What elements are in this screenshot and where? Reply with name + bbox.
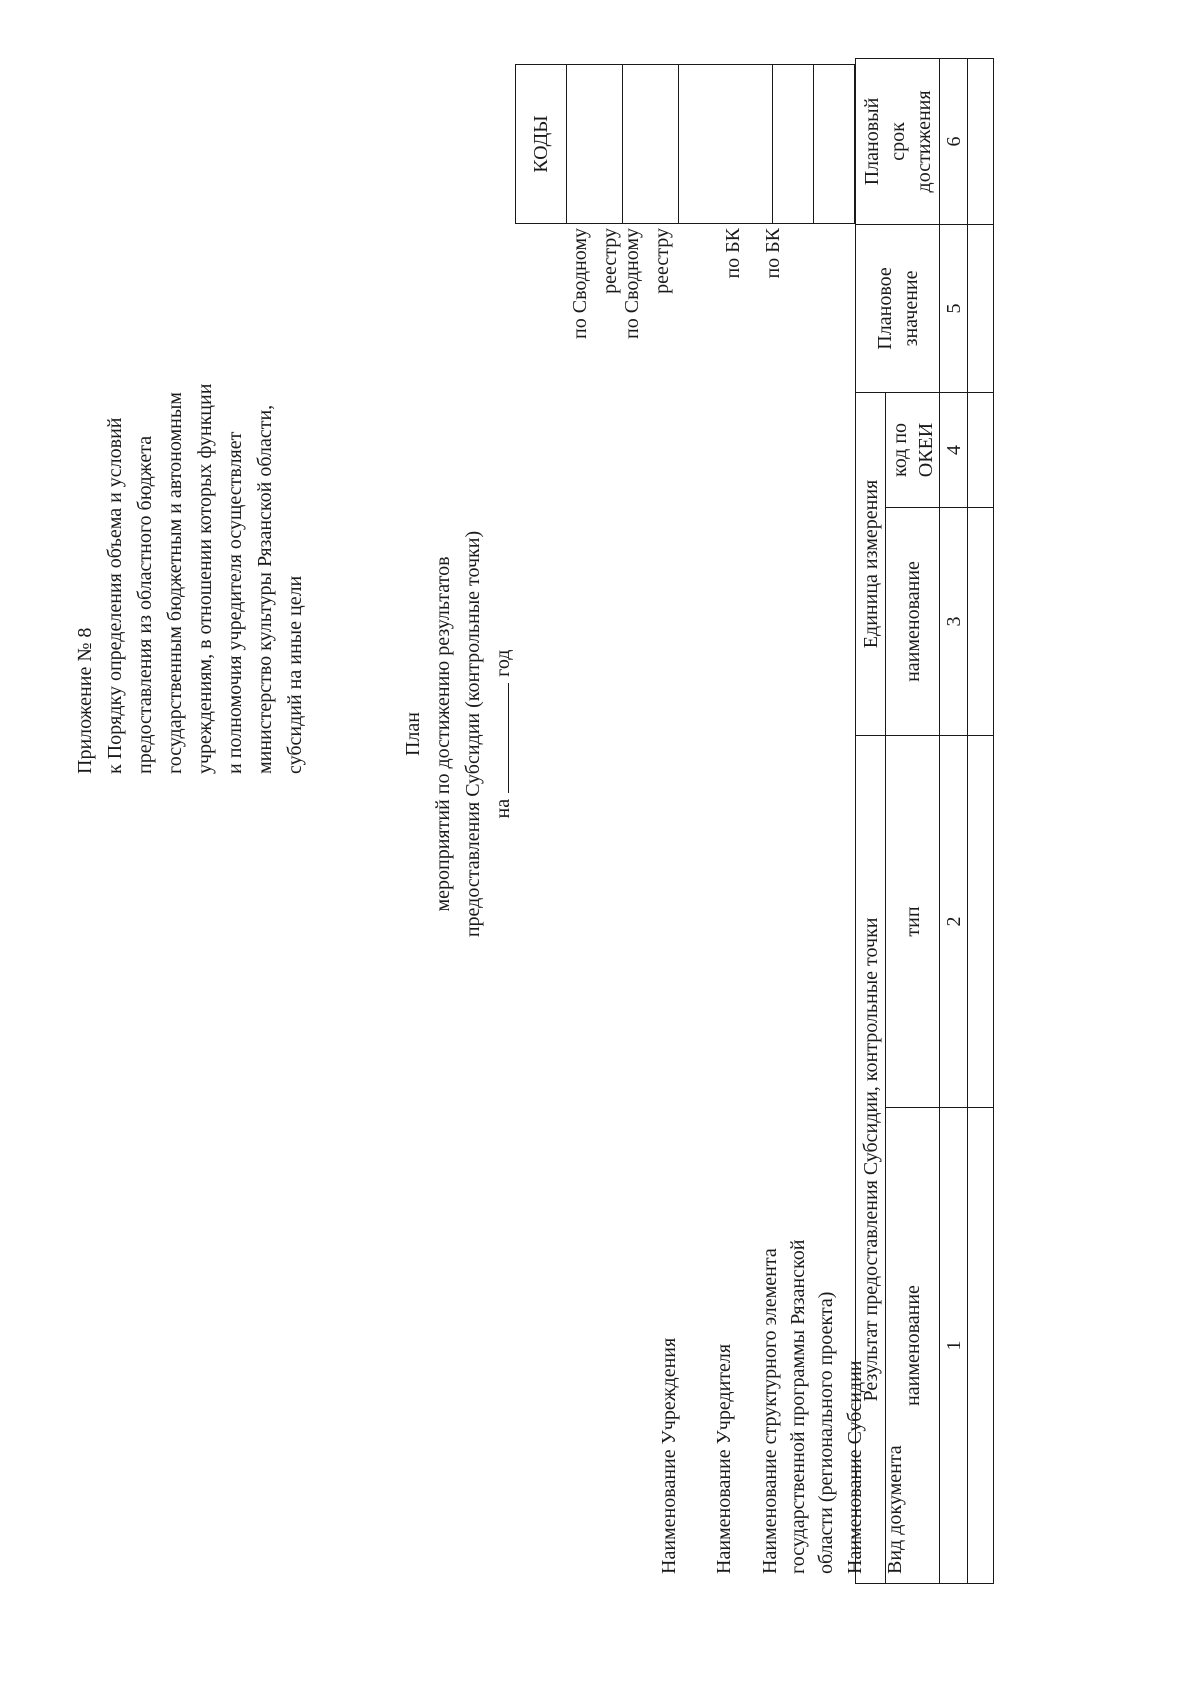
header-text: Плановое xyxy=(873,267,896,350)
codes-table xyxy=(515,64,855,224)
appendix-line: к Порядку определения объема и условий xyxy=(104,417,126,774)
title-line: предоставления Субсидии (контрольные точки) xyxy=(462,530,484,938)
code-cell xyxy=(773,65,814,224)
header-unit-name: наименование xyxy=(886,507,940,735)
table-cell xyxy=(968,392,994,507)
column-number: 3 xyxy=(940,507,968,735)
table-cell xyxy=(968,735,994,1107)
codes-header: КОДЫ xyxy=(516,65,567,224)
table-cell xyxy=(968,507,994,735)
code-cell xyxy=(814,65,855,224)
header-text: достижения xyxy=(912,90,935,193)
column-number: 2 xyxy=(940,735,968,1107)
field-doc-type: Вид документа xyxy=(884,1445,906,1574)
title-prefix: на xyxy=(492,798,514,819)
table-cell xyxy=(968,224,994,392)
field-institution: Наименование Учреждения xyxy=(658,1337,680,1574)
appendix-header xyxy=(70,54,310,774)
appendix-line: Приложение № 8 xyxy=(74,627,96,774)
codes-label-text: реестру xyxy=(651,228,673,294)
code-cell xyxy=(567,65,623,224)
appendix-line: субсидий на иные цели xyxy=(284,575,306,774)
column-number: 1 xyxy=(940,1108,968,1584)
codes-label-text: реестру xyxy=(599,228,621,294)
header-okei xyxy=(886,392,940,507)
year-blank xyxy=(488,683,509,793)
column-number: 5 xyxy=(940,224,968,392)
field-subsidy: Наименование Субсидии xyxy=(844,1360,866,1574)
appendix-line: учреждениям, в отношении которых функции xyxy=(194,383,216,774)
field-structural-element xyxy=(756,1240,840,1574)
header-group-unit: Единица измерения xyxy=(856,392,886,735)
column-number: 4 xyxy=(940,392,968,507)
table-cell xyxy=(968,1108,994,1584)
appendix-line: государственным бюджетным и автономным xyxy=(164,392,186,774)
codes-label-text: по Сводному xyxy=(621,228,643,339)
header-group-result: Результат предоставления Субсидии, контрольные точки xyxy=(856,735,886,1583)
field-structural-line: государственной программы Рязанской xyxy=(787,1239,809,1574)
title-year-line xyxy=(488,384,518,1084)
header-text: код по xyxy=(888,422,911,477)
plan-table xyxy=(855,58,994,1584)
header-name: наименование xyxy=(886,1108,940,1584)
title-line: мероприятий по достижению результатов xyxy=(432,556,454,912)
title-line: План xyxy=(402,712,424,757)
field-structural-line: Наименование структурного элемента xyxy=(759,1248,781,1574)
appendix-line: предоставления из областного бюджета xyxy=(134,435,156,774)
header-planned-value xyxy=(856,224,940,392)
header-type: тип xyxy=(886,735,940,1107)
field-founder: Наименование Учредителя xyxy=(713,1343,735,1574)
title-suffix: год xyxy=(492,649,514,677)
header-deadline xyxy=(856,58,940,224)
table-cell xyxy=(968,58,994,224)
code-cell xyxy=(679,65,773,224)
header-text: ОКЕИ xyxy=(914,422,937,478)
codes-label-registry-1 xyxy=(565,228,625,339)
header-text: срок xyxy=(886,122,909,161)
codes-label-text: по Сводному xyxy=(569,228,591,339)
appendix-line: и полномочия учредителя осуществляет xyxy=(224,431,246,774)
appendix-line: министерство культуры Рязанской области, xyxy=(254,404,276,774)
field-structural-line: области (регионального проекта) xyxy=(815,1291,837,1574)
codes-label-bk-2: по БК xyxy=(762,228,784,279)
code-cell xyxy=(623,65,679,224)
codes-label-registry-2 xyxy=(617,228,677,339)
codes-label-bk-1: по БК xyxy=(722,228,744,279)
header-text: Плановый xyxy=(860,97,883,186)
column-number: 6 xyxy=(940,58,968,224)
document-title xyxy=(398,384,518,1084)
header-text: значение xyxy=(899,270,922,347)
